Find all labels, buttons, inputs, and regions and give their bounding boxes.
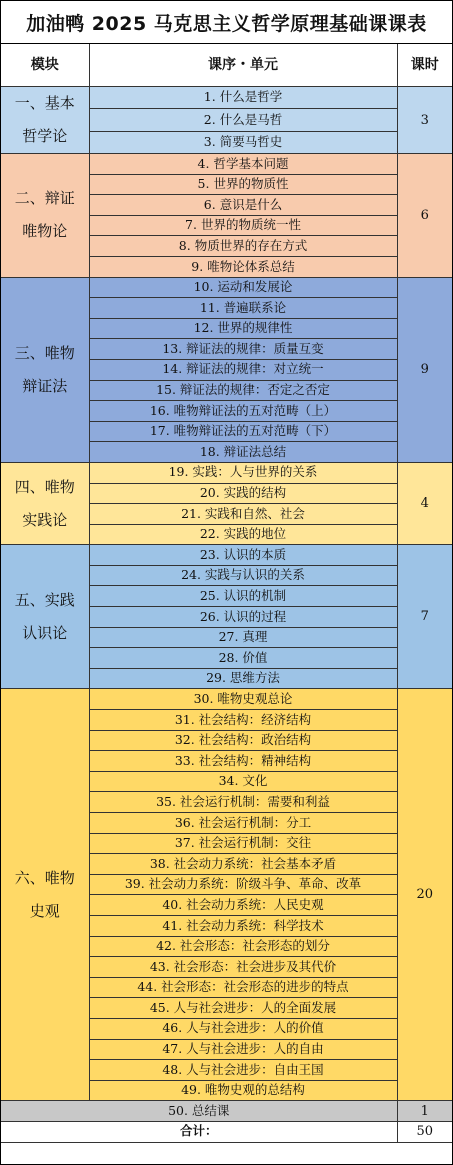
unit-cell: 17. 唯物辩证法的五对范畴（下） [89,421,397,442]
unit-cell: 29. 思维方法 [89,668,397,689]
module-hours-cell: 4 [397,462,452,544]
unit-cell: 10. 运动和发展论 [89,277,397,298]
unit-cell: 3. 简要马哲史 [89,131,397,153]
page-title: 加油鸭 2025 马克思主义哲学原理基础课课表 [1,1,452,44]
unit-row [1,689,452,710]
unit-cell: 30. 唯物史观总论 [89,689,397,710]
module-name-line2: 哲学论 [22,127,68,145]
unit-cell: 23. 认识的本质 [89,545,397,566]
unit-cell: 37. 社会运行机制：交往 [89,833,397,854]
unit-cell: 45. 人与社会进步：人的全面发展 [89,998,397,1019]
unit-cell: 44. 社会形态：社会形态的进步的特点 [89,977,397,998]
unit-cell: 19. 实践：人与世界的关系 [89,462,397,483]
unit-cell: 21. 实践和自然、社会 [89,504,397,525]
unit-cell: 34. 文化 [89,771,397,792]
module-name-line1: 一、基本 [14,94,75,112]
module-hours-cell: 6 [397,154,452,278]
unit-cell: 41. 社会动力系统：科学技术 [89,915,397,936]
unit-cell: 39. 社会动力系统：阶级斗争、革命、改革 [89,874,397,895]
module-name-line1: 四、唯物 [14,477,75,496]
total-label: 合计： [1,1121,397,1142]
module-name-line1: 五、实践 [14,590,75,609]
module-name-line2: 辩证法 [22,376,68,395]
module-name-line1: 六、唯物 [14,868,75,887]
unit-cell: 42. 社会形态：社会形态的划分 [89,936,397,957]
module-name-line2: 实践论 [22,510,68,529]
unit-cell: 15. 辩证法的规律：否定之否定 [89,380,397,401]
unit-cell: 33. 社会结构：精神结构 [89,751,397,772]
unit-cell: 13. 辩证法的规律：质量互变 [89,339,397,360]
header-row [1,44,452,87]
module-name-cell [1,87,89,154]
unit-row [1,545,452,566]
module-name-line2: 认识论 [22,623,68,642]
module-name-cell [1,689,89,1101]
module-hours-cell: 7 [397,545,452,689]
module-name-line2: 唯物论 [22,222,68,241]
unit-row [1,277,452,298]
unit-cell: 4. 哲学基本问题 [89,154,397,175]
summary-row [1,1101,452,1122]
unit-cell: 22. 实践的地位 [89,524,397,545]
unit-cell: 2. 什么是马哲 [89,109,397,131]
header-unit: 课序・单元 [89,44,397,87]
unit-cell: 5. 世界的物质性 [89,174,397,195]
unit-cell: 26. 认识的过程 [89,607,397,628]
module-name-cell [1,462,89,544]
module-name-cell [1,154,89,278]
summary-label: 50. 总结课 [1,1101,397,1122]
module-name-line2: 史观 [29,901,60,920]
unit-cell: 25. 认识的机制 [89,586,397,607]
unit-cell: 35. 社会运行机制：需要和利益 [89,792,397,813]
unit-cell: 20. 实践的结构 [89,483,397,504]
unit-cell: 40. 社会动力系统：人民史观 [89,895,397,916]
schedule-body [1,87,452,1101]
module-name-cell [1,277,89,462]
unit-cell: 18. 辩证法总结 [89,442,397,463]
unit-cell: 38. 社会动力系统：社会基本矛盾 [89,854,397,875]
unit-cell: 49. 唯物史观的总结构 [89,1080,397,1101]
unit-cell: 28. 价值 [89,648,397,669]
total-hours: 50 [397,1121,452,1142]
unit-cell: 27. 真理 [89,627,397,648]
unit-row [1,462,452,483]
unit-cell: 48. 人与社会进步：自由王国 [89,1060,397,1081]
unit-row [1,87,452,109]
header-hours: 课时 [397,44,452,87]
module-hours-cell: 20 [397,689,452,1101]
unit-cell: 43. 社会形态：社会进步及其代价 [89,957,397,978]
unit-cell: 6. 意识是什么 [89,195,397,216]
module-name-line1: 三、唯物 [14,343,75,362]
summary-hours: 1 [397,1101,452,1122]
unit-cell: 16. 唯物辩证法的五对范畴（上） [89,401,397,422]
header-module: 模块 [1,44,89,87]
unit-cell: 14. 辩证法的规律：对立统一 [89,359,397,380]
module-hours-cell: 3 [397,87,452,154]
unit-cell: 8. 物质世界的存在方式 [89,236,397,257]
unit-cell: 31. 社会结构：经济结构 [89,710,397,731]
unit-cell: 47. 人与社会进步：人的自由 [89,1039,397,1060]
total-row [1,1121,452,1142]
unit-row [1,154,452,175]
module-name-line1: 二、辩证 [14,189,75,208]
unit-cell: 12. 世界的规律性 [89,318,397,339]
unit-cell: 7. 世界的物质统一性 [89,215,397,236]
unit-cell: 46. 人与社会进步：人的价值 [89,1018,397,1039]
unit-cell: 32. 社会结构：政治结构 [89,730,397,751]
module-hours-cell: 9 [397,277,452,462]
unit-cell: 11. 普遍联系论 [89,298,397,319]
unit-cell: 36. 社会运行机制：分工 [89,813,397,834]
module-name-cell [1,545,89,689]
schedule-table [1,44,452,1143]
unit-cell: 1. 什么是哲学 [89,87,397,109]
unit-cell: 9. 唯物论体系总结 [89,256,397,277]
unit-cell: 24. 实践与认识的关系 [89,565,397,586]
